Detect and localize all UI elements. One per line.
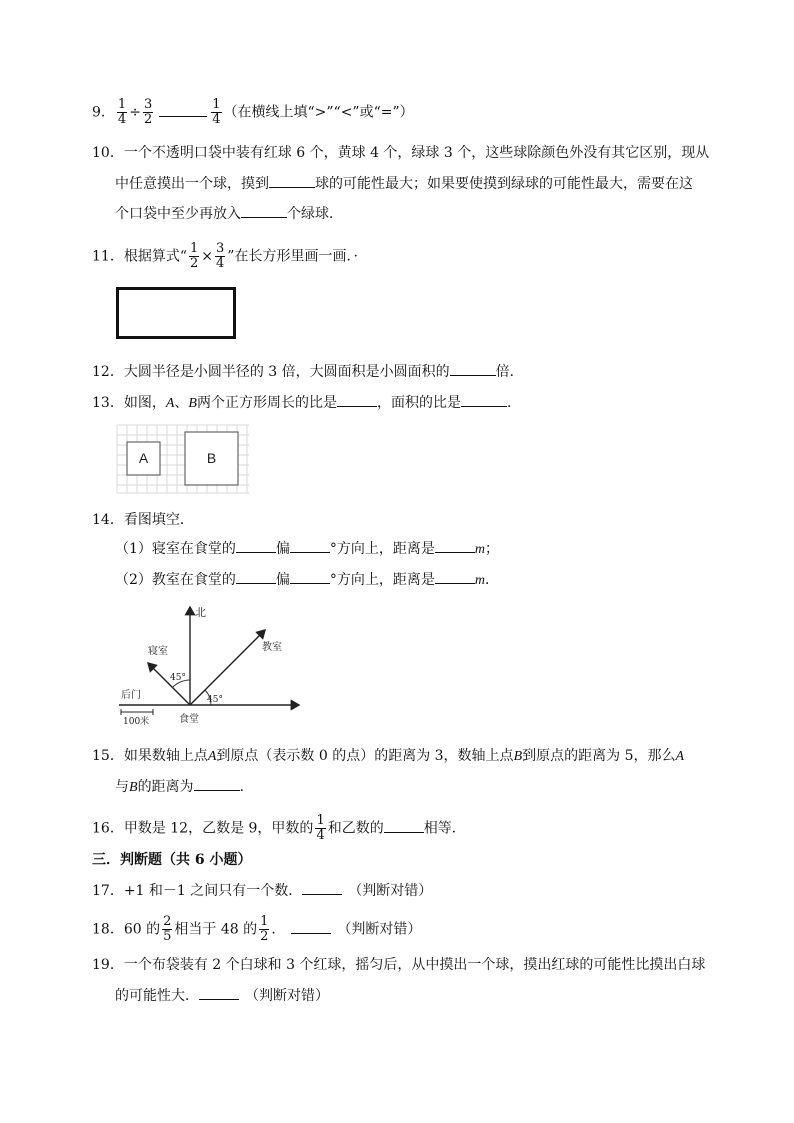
backdoor-label: 后门 (121, 690, 141, 701)
fraction: $\frac{3}{4}$ (216, 241, 225, 271)
fraction: $\frac{2}{5}$ (163, 914, 172, 944)
answer-blank[interactable] (384, 818, 424, 833)
question-10-line-3: 个口袋中至少再放入 个绿球． (115, 203, 343, 224)
question-number: 9． (92, 104, 115, 121)
question-15-line-1: 15．如果数轴上点A到原点（表示数 0 的点）的距离为 3，数轴上点B到原点的距离为 5，那么A (92, 748, 685, 764)
classroom-direction-line (190, 630, 265, 705)
answer-blank[interactable] (236, 538, 276, 553)
question-9 (92, 98, 414, 127)
question-15-line-2: 与B的距离为 ． (115, 776, 254, 798)
question-11: 11．根据算式“ $\frac{1}{2}$ × $\frac{3}{4}$ ”在长方形里画一画．· (92, 241, 358, 271)
times-sign: × (201, 248, 213, 265)
fraction: $\frac{1}{2}$ (260, 914, 269, 944)
question-18: 18．60 的 $\frac{2}{5}$ 相当于 48 的 $\frac{1}{2}$ ． （判断对错） (92, 914, 422, 944)
answer-blank[interactable] (290, 569, 330, 584)
answer-blank[interactable] (337, 392, 377, 407)
classroom-label: 教室 (262, 642, 282, 653)
answer-blank[interactable] (241, 203, 287, 218)
instruction-text: （在横线上填“>”“<”或“=”） (223, 104, 414, 121)
answer-blank[interactable] (236, 569, 276, 584)
answer-blank[interactable] (269, 173, 315, 188)
dorm-label: 寝室 (148, 646, 168, 657)
question-12: 12．大圆半径是小圆半径的 3 倍，大圆面积是小圆面积的 倍． (92, 361, 524, 382)
answer-blank[interactable] (291, 919, 331, 934)
question-14-part-2: （2）教室在食堂的 偏 °方向上，距离是 m． (115, 569, 499, 591)
fraction: $\frac{1}{4}$ (316, 813, 325, 843)
angle-label-2: 45° (207, 695, 223, 705)
question-10-line-1: 10．一个不透明口袋中装有红球 6 个，黄球 4 个，绿球 3 个，这些球除颜色外没有其它区别，现从 (92, 145, 710, 161)
fraction: $\frac{3}{2}$ (143, 97, 153, 127)
answer-blank[interactable] (290, 538, 330, 553)
fraction: $\frac{1}{4}$ (212, 97, 221, 127)
question-14-part-1: （1）寝室在食堂的 偏 °方向上，距离是 m； (115, 538, 499, 560)
square-b-label: B (206, 450, 217, 466)
question-17: 17．+1 和－1 之间只有一个数． （判断对错） (92, 880, 432, 901)
question-16: 16．甲数是 12，乙数是 9，甲数的 $\frac{1}{4}$ 和乙数的 相等． (92, 813, 466, 843)
north-label: 北 (195, 606, 206, 619)
question-14-title: 14．看图填空． (92, 512, 194, 528)
fraction: $\frac{1}{2}$ (189, 241, 199, 271)
scale-label: 100米 (123, 717, 150, 727)
drawing-rectangle[interactable] (116, 287, 236, 339)
answer-blank[interactable] (302, 880, 342, 895)
fraction: $\frac{1}{4}$ (117, 97, 127, 127)
answer-blank[interactable] (194, 776, 240, 791)
divide-sign: ÷ (129, 104, 141, 121)
squares-grid-figure (115, 423, 251, 495)
answer-blank[interactable] (435, 569, 475, 584)
square-a-label: A (138, 450, 149, 466)
answer-blank[interactable] (450, 361, 496, 376)
direction-diagram (115, 600, 305, 730)
question-19-line-1: 19．一个布袋装有 2 个白球和 3 个红球，摇匀后，从中摸出一个球，摸出红球的可能性比摸出白球 (92, 957, 706, 973)
canteen-label: 食堂 (179, 714, 199, 725)
answer-blank[interactable] (159, 102, 207, 117)
question-13: 13．如图，A、B两个正方形周长的比是 ，面积的比是 ． (92, 392, 521, 414)
answer-blank[interactable] (199, 985, 239, 1000)
angle-label-1: 45° (170, 673, 186, 683)
question-19-line-2: 的可能性大． （判断对错） (115, 985, 329, 1006)
section-heading: 三．判断题（共 6 小题） (92, 852, 252, 868)
question-10-line-2: 中任意摸出一个球，摸到 球的可能性最大；如果要使摸到绿球的可能性最大，需要在这 (115, 173, 693, 194)
dorm-direction-line (148, 663, 190, 705)
answer-blank[interactable] (461, 392, 507, 407)
answer-blank[interactable] (435, 538, 475, 553)
